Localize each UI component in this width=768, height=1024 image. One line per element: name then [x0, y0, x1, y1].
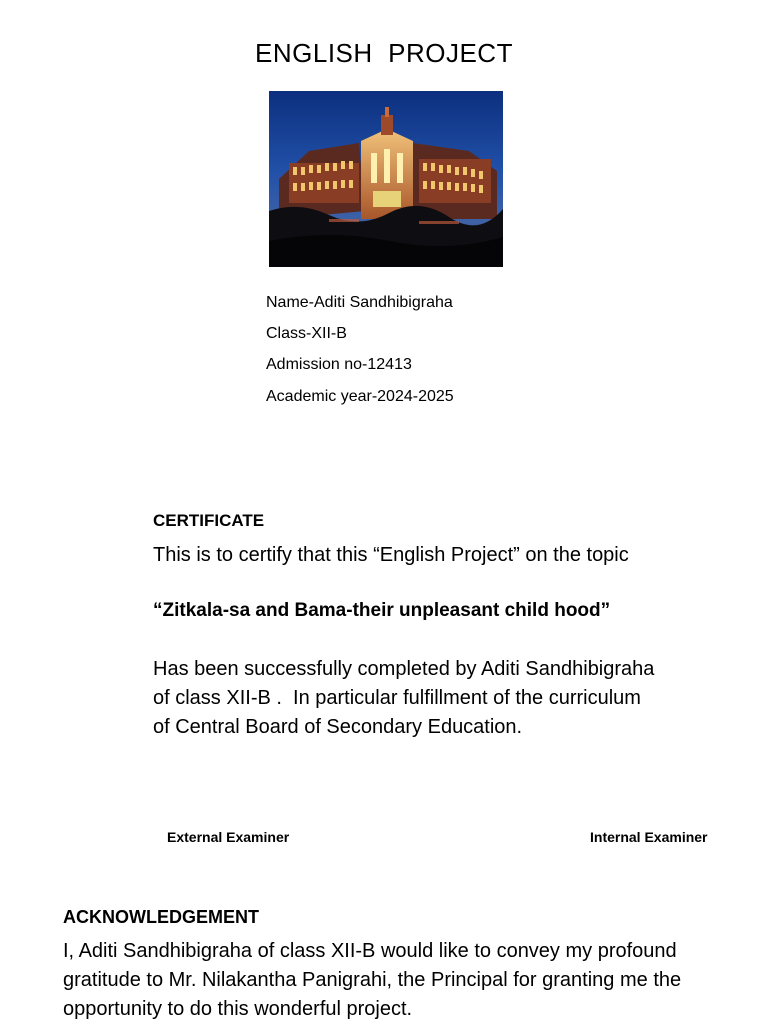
certificate-body-line: of class XII-B . In particular fulfillment of the curriculum	[153, 687, 641, 709]
acknowledgement-body-line: I, Aditi Sandhibigraha of class XII-B would like to convey my profound	[63, 940, 677, 962]
external-examiner-label: External Examiner	[167, 829, 290, 845]
certificate-body	[153, 655, 713, 742]
acknowledgement-body-line: gratitude to Mr. Nilakantha Panigrahi, the Principal for granting me the	[63, 969, 682, 991]
page-title: ENGLISH PROJECT	[255, 38, 513, 68]
certificate-topic: “Zitkala-sa and Bama-their unpleasant child hood”	[153, 600, 611, 621]
certificate-body-line: Has been successfully completed by Aditi Sandhibigraha	[153, 658, 655, 680]
student-admission-number: Admission no-12413	[266, 356, 412, 373]
acknowledgement-body-line: opportunity to do this wonderful project.	[63, 998, 413, 1020]
student-name: Name-Aditi Sandhibigraha	[266, 294, 453, 311]
certificate-heading: CERTIFICATE	[153, 511, 265, 530]
certificate-intro: This is to certify that this “English Project” on the topic	[153, 544, 629, 566]
student-class: Class-XII-B	[266, 325, 347, 342]
academic-year: Academic year-2024-2025	[266, 388, 454, 405]
school-building-photo	[269, 91, 503, 267]
acknowledgement-body	[63, 937, 743, 1024]
certificate-body-line: of Central Board of Secondary Education.	[153, 716, 523, 738]
internal-examiner-label: Internal Examiner	[590, 829, 708, 845]
acknowledgement-heading: ACKNOWLEDGEMENT	[63, 907, 259, 927]
